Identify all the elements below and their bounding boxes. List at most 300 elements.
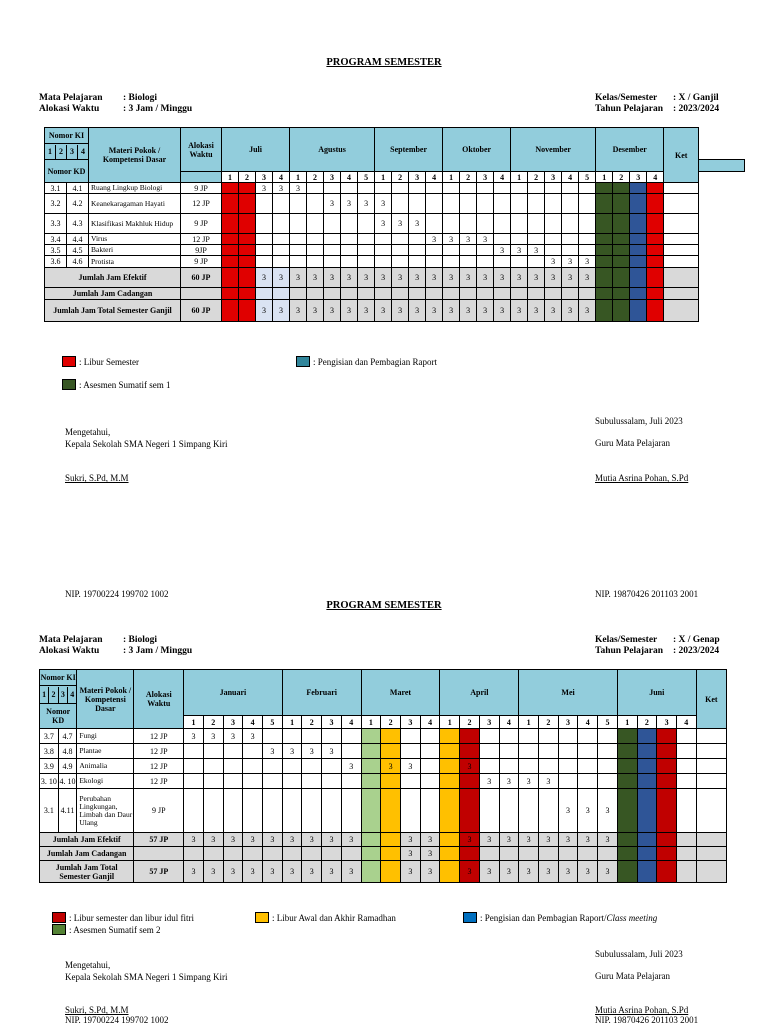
cell <box>381 774 401 789</box>
cell: 3 <box>443 234 460 245</box>
week-number: 4 <box>243 716 263 729</box>
cell: 3 <box>558 833 578 847</box>
cell: 3 <box>558 789 578 833</box>
week-number: 4 <box>426 172 443 183</box>
cell: 3 <box>243 861 263 883</box>
week-number: 1 <box>375 172 392 183</box>
cell <box>358 214 375 234</box>
cell <box>341 214 358 234</box>
cell <box>302 729 322 744</box>
cell: Jumlah Jam Efektif <box>40 833 134 847</box>
cell <box>664 183 699 194</box>
cell <box>243 774 263 789</box>
week-number: 2 <box>460 172 477 183</box>
s1-guru-name: Mutia Asrina Pohan, S.Pd <box>595 473 689 483</box>
cell <box>617 861 637 883</box>
cell <box>579 194 596 214</box>
cell <box>630 256 647 268</box>
cell: Jumlah Jam Total Semester Ganjil <box>45 300 181 322</box>
cell <box>341 774 361 789</box>
cell <box>341 744 361 759</box>
cell <box>239 183 256 194</box>
month-header: Februari <box>282 670 361 716</box>
cell <box>381 833 401 847</box>
cell <box>647 214 664 234</box>
cell <box>223 759 243 774</box>
week-number: 1 <box>361 716 381 729</box>
cell <box>282 774 302 789</box>
cell: 4.7 <box>58 729 77 744</box>
cell <box>637 847 657 861</box>
week-number: 2 <box>528 172 545 183</box>
cell <box>263 759 283 774</box>
cell <box>528 194 545 214</box>
cell <box>307 256 324 268</box>
month-header: April <box>440 670 519 716</box>
week-number: 3 <box>545 172 562 183</box>
cell <box>562 288 579 300</box>
s2-kelas-label: Kelas/Semester <box>595 635 658 645</box>
cell <box>243 789 263 833</box>
s1-legend-asesmen-text: : Asesmen Sumatif sem 1 <box>79 379 171 390</box>
cell: 3 <box>443 300 460 322</box>
cell <box>307 194 324 214</box>
cell <box>302 759 322 774</box>
week-number: 4 <box>273 172 290 183</box>
cell <box>479 759 499 774</box>
cell <box>358 234 375 245</box>
cell: 3 <box>539 774 559 789</box>
month-header: Juni <box>617 670 696 716</box>
cell <box>381 861 401 883</box>
s2-legend-ramadhan-text: : Libur Awal dan Akhir Ramadhan <box>272 912 396 923</box>
s1-title: PROGRAM SEMESTER <box>326 57 442 68</box>
cell <box>440 789 460 833</box>
cell <box>647 300 664 322</box>
cell: 3 <box>392 300 409 322</box>
cell: 12 JP <box>134 759 184 774</box>
cell <box>630 194 647 214</box>
cell: 3 <box>409 268 426 288</box>
cell: Keanekaragaman Hayati <box>89 194 181 214</box>
cell: Virus <box>89 234 181 245</box>
cell: 3 <box>477 268 494 288</box>
cell: 4.1 <box>67 183 89 194</box>
week-number: 3 <box>479 716 499 729</box>
s2-legend-libur <box>52 912 194 923</box>
alokasi-header: Alokasi Waktu <box>181 128 222 172</box>
teal-swatch <box>296 356 310 367</box>
ki-number: 2 <box>56 145 67 159</box>
s1-mengetahui: Mengetahui, <box>65 427 111 437</box>
cell <box>426 194 443 214</box>
s2-tahun-value: : 2023/2024 <box>673 646 720 656</box>
cell <box>598 744 618 759</box>
cell <box>222 256 239 268</box>
ki-number: 1 <box>45 145 56 159</box>
cell <box>596 245 613 256</box>
cell: 60 JP <box>181 268 222 288</box>
s2-guru-title: Guru Mata Pelajaran <box>595 971 670 981</box>
cell <box>596 256 613 268</box>
cell: Jumlah Jam Efektif <box>45 268 181 288</box>
month-header: Agustus <box>290 128 375 172</box>
cell <box>322 774 342 789</box>
red-swatch <box>52 912 66 923</box>
cell <box>420 789 440 833</box>
cell <box>562 194 579 214</box>
cell: 3 <box>341 861 361 883</box>
s2-mapel-value: : Biologi <box>123 635 158 645</box>
cell <box>637 833 657 847</box>
cell <box>409 256 426 268</box>
cell <box>696 729 726 744</box>
cell <box>307 245 324 256</box>
cell <box>273 214 290 234</box>
week-number: 1 <box>184 716 204 729</box>
cell: 3 <box>460 861 480 883</box>
cell <box>426 183 443 194</box>
cell: 4.9 <box>58 759 77 774</box>
cell <box>203 744 223 759</box>
ki-number: 2 <box>49 687 58 703</box>
nomor-kd-header: Nomor KD <box>45 160 89 183</box>
cell <box>664 194 699 214</box>
cell: 4.6 <box>67 256 89 268</box>
cell <box>664 268 699 288</box>
cell <box>273 245 290 256</box>
cell <box>256 234 273 245</box>
cell: 4.4 <box>67 234 89 245</box>
cell: 3 <box>375 194 392 214</box>
cell <box>479 847 499 861</box>
cell <box>647 245 664 256</box>
cell <box>184 744 204 759</box>
cell <box>558 759 578 774</box>
cell <box>479 744 499 759</box>
cell <box>545 214 562 234</box>
s1-meta-left <box>39 93 192 115</box>
cell <box>392 256 409 268</box>
cell <box>375 245 392 256</box>
cell <box>664 288 699 300</box>
cell <box>361 759 381 774</box>
week-number: 2 <box>302 716 322 729</box>
cell <box>222 234 239 245</box>
cell <box>341 789 361 833</box>
cell <box>341 288 358 300</box>
cell <box>494 234 511 245</box>
cell <box>596 300 613 322</box>
cell <box>239 268 256 288</box>
ki-number: 1 <box>40 687 49 703</box>
s1-legend-raport <box>296 356 437 367</box>
cell: 3 <box>562 256 579 268</box>
s2-legend-raport <box>463 912 657 923</box>
cell <box>443 245 460 256</box>
cell <box>203 789 223 833</box>
week-number: 4 <box>676 716 696 729</box>
cell <box>545 288 562 300</box>
cell <box>676 833 696 847</box>
cell: 3 <box>400 847 420 861</box>
cell <box>528 183 545 194</box>
cell <box>460 789 480 833</box>
cell <box>256 288 273 300</box>
cell <box>637 744 657 759</box>
cell <box>460 245 477 256</box>
week-number: 1 <box>290 172 307 183</box>
s1-mapel-label: Mata Pelajaran <box>39 93 103 103</box>
week-number: 1 <box>596 172 613 183</box>
cell <box>562 183 579 194</box>
cell <box>519 759 539 774</box>
cell: 3 <box>273 183 290 194</box>
cell <box>290 288 307 300</box>
cell <box>499 847 519 861</box>
cell: 12 JP <box>134 729 184 744</box>
cell <box>562 214 579 234</box>
ki-numbers <box>45 144 89 160</box>
cell <box>579 234 596 245</box>
cell <box>696 789 726 833</box>
cell <box>578 729 598 744</box>
cell <box>539 847 559 861</box>
cell <box>596 183 613 194</box>
cell: 3 <box>598 789 618 833</box>
cell <box>358 183 375 194</box>
s2-legend-ramadhan <box>255 912 396 923</box>
cell <box>243 759 263 774</box>
week-number: 3 <box>657 716 677 729</box>
s2-legend-libur-text: : Libur semester dan libur idul fitri <box>69 912 194 923</box>
cell: 3 <box>322 861 342 883</box>
s1-meta-right <box>595 93 719 115</box>
cell: 3 <box>273 300 290 322</box>
cell <box>302 789 322 833</box>
cell <box>239 300 256 322</box>
cell <box>477 288 494 300</box>
week-number: 4 <box>578 716 598 729</box>
cell <box>239 194 256 214</box>
cell: Jumlah Jam Total Semester Ganjil <box>40 861 134 883</box>
cell <box>647 268 664 288</box>
cell <box>375 256 392 268</box>
s2-schedule-table <box>39 669 727 883</box>
cell: Ruang Lingkup Biologi <box>89 183 181 194</box>
cell <box>613 268 630 288</box>
cell: 57 JP <box>134 833 184 847</box>
s2-sign-left-bottom <box>65 1005 169 1025</box>
cell <box>440 759 460 774</box>
cell: 9 JP <box>181 183 222 194</box>
cell <box>579 214 596 234</box>
cell <box>477 256 494 268</box>
cell <box>222 268 239 288</box>
ket-header: Ket <box>696 670 726 729</box>
summary-row <box>45 300 745 322</box>
cell <box>460 288 477 300</box>
cell <box>282 729 302 744</box>
cell <box>375 288 392 300</box>
cell <box>184 847 204 861</box>
cell: 3 <box>307 300 324 322</box>
cell: Animalia <box>77 759 134 774</box>
week-number: 5 <box>598 716 618 729</box>
cell: 3 <box>598 861 618 883</box>
s1-guru-title: Guru Mata Pelajaran <box>595 438 670 448</box>
cell: 3 <box>545 300 562 322</box>
cell <box>361 833 381 847</box>
cell: 57 JP <box>134 861 184 883</box>
cell <box>545 183 562 194</box>
cell: 3 <box>578 789 598 833</box>
cell <box>630 300 647 322</box>
cell <box>696 847 726 861</box>
cell <box>184 774 204 789</box>
cell <box>539 759 559 774</box>
cell <box>203 847 223 861</box>
month-header: September <box>375 128 443 172</box>
cell <box>392 288 409 300</box>
cell <box>494 194 511 214</box>
s1-schedule-table <box>44 127 745 322</box>
cell <box>676 744 696 759</box>
s1-legend-raport-text: : Pengisian dan Pembagian Raport <box>313 356 437 367</box>
cell <box>222 245 239 256</box>
month-header: Januari <box>184 670 283 716</box>
cell <box>420 729 440 744</box>
cell <box>223 744 243 759</box>
cell: 4. 10 <box>58 774 77 789</box>
cell <box>375 234 392 245</box>
s2-kepsek-name: Sukri, S.Pd, M.M <box>65 1005 129 1015</box>
cell <box>400 744 420 759</box>
cell: 3 <box>282 744 302 759</box>
cell <box>647 288 664 300</box>
cell <box>460 744 480 759</box>
cell <box>637 861 657 883</box>
week-number: 3 <box>558 716 578 729</box>
cell <box>282 847 302 861</box>
cell <box>579 288 596 300</box>
cell: Plantae <box>77 744 134 759</box>
s2-guru-name: Mutia Asrina Pohan, S.Pd <box>595 1005 689 1015</box>
cell: Protista <box>89 256 181 268</box>
cell: 3 <box>499 774 519 789</box>
cell: 3 <box>223 861 243 883</box>
cell <box>290 245 307 256</box>
cell <box>282 789 302 833</box>
cell <box>322 847 342 861</box>
cell <box>676 861 696 883</box>
cell <box>460 194 477 214</box>
cell <box>596 194 613 214</box>
cell: 3 <box>426 268 443 288</box>
week-number: 1 <box>282 716 302 729</box>
table-row <box>45 256 745 268</box>
cell <box>699 160 745 172</box>
cell: 3 <box>223 729 243 744</box>
cell <box>361 847 381 861</box>
cell: 3 <box>479 833 499 847</box>
materi-header: Materi Pokok / Kompetensi Dasar <box>89 128 181 183</box>
cell <box>392 234 409 245</box>
s2-sign-right-bottom <box>595 1005 698 1025</box>
week-number: 3 <box>400 716 420 729</box>
table-row <box>40 744 727 759</box>
cell <box>400 789 420 833</box>
cell <box>256 256 273 268</box>
cell: 4.8 <box>58 744 77 759</box>
cell <box>307 234 324 245</box>
cell: 3 <box>290 183 307 194</box>
cell <box>223 774 243 789</box>
cell <box>400 729 420 744</box>
cell <box>460 214 477 234</box>
cell: 3 <box>324 268 341 288</box>
cell <box>222 288 239 300</box>
cell: 3 <box>519 774 539 789</box>
cell <box>664 234 699 245</box>
cell <box>409 194 426 214</box>
cell <box>341 847 361 861</box>
cell <box>324 183 341 194</box>
cell <box>676 759 696 774</box>
cell: 3 <box>184 729 204 744</box>
cell <box>528 288 545 300</box>
cell <box>647 194 664 214</box>
cell <box>263 789 283 833</box>
cell: 3 <box>358 300 375 322</box>
cell <box>664 300 699 322</box>
cell: 3 <box>519 833 539 847</box>
cell <box>613 256 630 268</box>
cell <box>545 245 562 256</box>
cell <box>290 234 307 245</box>
cell <box>637 729 657 744</box>
s1-legend-libur-text: : Libur Semester <box>79 356 139 367</box>
cell <box>239 256 256 268</box>
cell: 3 <box>477 234 494 245</box>
cell: 3 <box>420 847 440 861</box>
cell <box>613 214 630 234</box>
cell: 3 <box>479 861 499 883</box>
s1-sign-left <box>65 426 227 450</box>
cell <box>239 234 256 245</box>
cell: 3 <box>392 214 409 234</box>
cell <box>528 234 545 245</box>
cell <box>341 183 358 194</box>
cell: 3 <box>400 833 420 847</box>
cell <box>203 774 223 789</box>
cell <box>324 245 341 256</box>
cell <box>494 256 511 268</box>
week-number: 3 <box>630 172 647 183</box>
cell <box>558 774 578 789</box>
summary-row <box>40 861 727 883</box>
week-number: 2 <box>539 716 559 729</box>
cell <box>558 744 578 759</box>
cell: 3.9 <box>40 759 59 774</box>
cell <box>256 245 273 256</box>
cell <box>358 256 375 268</box>
cell <box>409 245 426 256</box>
week-number: 3 <box>477 172 494 183</box>
cell <box>341 256 358 268</box>
cell <box>499 759 519 774</box>
materi-header: Materi Pokok / Kompetensi Dasar <box>77 670 134 729</box>
